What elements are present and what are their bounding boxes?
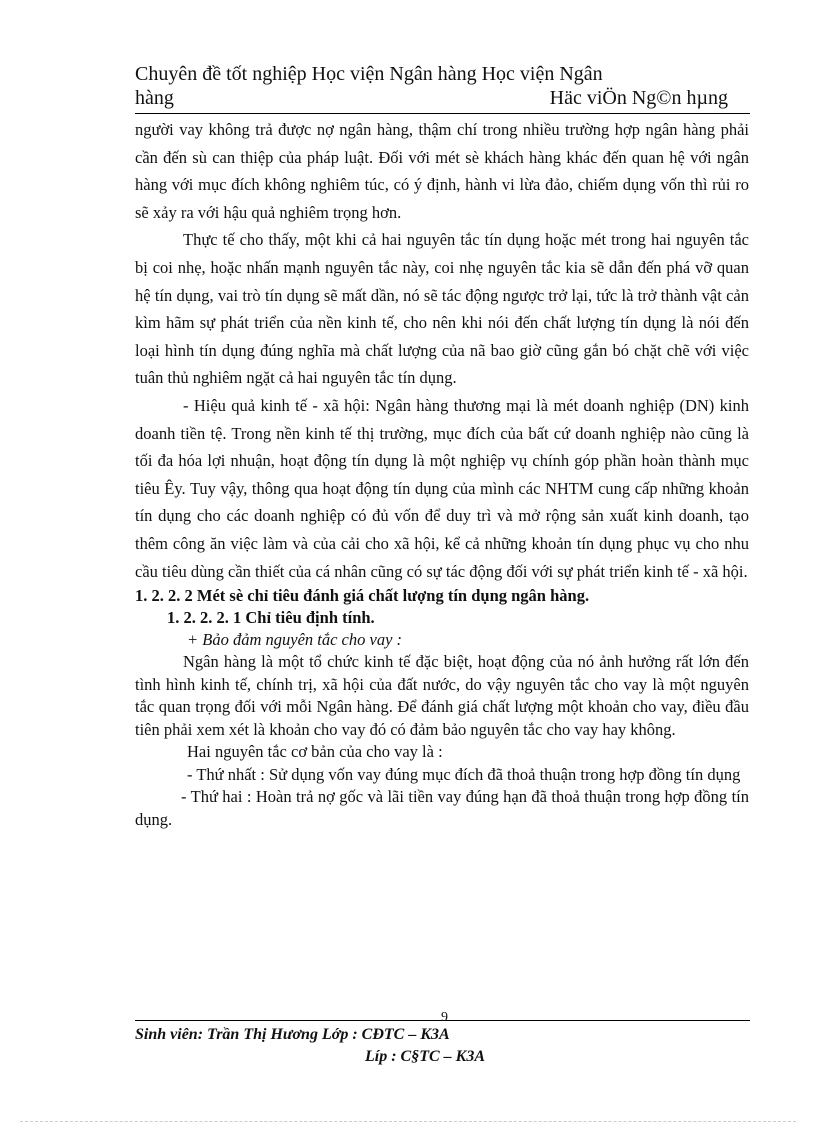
paragraph-1: người vay không trả được nợ ngân hàng, thậm chí trong nhiều trường hợp ngân hàng phải cần đến sù can thiệp của pháp luật. Đối với mét sè khách hàng khác đến quan hệ với ngân hàng với mục đích không nghiêm túc, có ý định, hành vi lừa đảo, chiếm dụng vốn thì rủi ro sẽ xảy ra với hậu quả nghiêm trọng hơn.: [135, 120, 749, 222]
header-line-2-right: Häc viÖn Ng©n hµng: [549, 87, 728, 109]
page-bottom-border: [20, 1121, 796, 1122]
footer-line-1: Sinh viên: Trần Thị Hương Lớp : CĐTC – K3A: [135, 1026, 450, 1043]
page-header: [135, 62, 750, 110]
section-heading: 1. 2. 2. 2 Mét sè chỉ tiêu đánh giá chất lượng tín dụng ngân hàng.: [135, 586, 590, 606]
page-number: 9: [441, 1010, 448, 1025]
paragraph-5: Hai nguyên tắc cơ bản của cho vay là :: [187, 742, 443, 762]
header-line-2-left: hàng: [135, 87, 174, 109]
document-body: [135, 116, 749, 831]
paragraph-6: - Thứ nhất : Sử dụng vốn vay đúng mục đích đã thoả thuận trong hợp đồng tín dụng: [187, 764, 741, 784]
header-divider: [135, 113, 750, 114]
paragraph-4: Ngân hàng là một tổ chức kinh tế đặc biệt, hoạt động của nó ảnh hưởng rất lớn đến tình hình kinh tế, chính trị, xã hội của đất nước, do vậy nguyên tắc cho vay là một nguyên tắc quan trọng đối với mỗi Ngân hàng. Để đánh giá chất lượng một khoản cho vay, điều đầu tiên phải xem xét là khoản cho vay đó có đảm bảo nguyên tắc cho vay hay không.: [135, 652, 749, 739]
paragraph-7: - Thứ hai : Hoàn trả nợ gốc và lãi tiền vay đúng hạn đã thoả thuận trong hợp đồng tín dụng.: [135, 787, 749, 829]
paragraph-2: Thực tế cho thấy, một khi cả hai nguyên tắc tín dụng hoặc mét trong hai nguyên tắc bị coi nhẹ, hoặc nhấn mạnh nguyên tắc này, coi nhẹ nguyên tắc kia sẽ dẫn đến phá vỡ quan hệ tín dụng, vai trò tín dụng sẽ mất dần, nó sẽ tác động ngược trở lại, tức là trở thành vật cản kìm hãm sự phát triển của nền kinh tế, cho nên khi nói đến chất lượng tín dụng là nói đến loại hình tín dụng đúng nghĩa mà chất lượng của nã bao giờ cũng gắn bó chặt chẽ với việc tuân thủ nghiêm ngặt cả hai nguyên tắc tín dụng.: [135, 230, 749, 388]
italic-subheading: + Bảo đảm nguyên tắc cho vay :: [187, 630, 403, 650]
footer-line-2: Líp : C§TC – K3A: [365, 1048, 486, 1065]
header-line-1: Chuyên đề tốt nghiệp Học viện Ngân hàng Học viện Ngân: [135, 63, 603, 85]
header-line-2: [135, 86, 750, 110]
page-footer: [135, 1024, 750, 1068]
subsection-heading: 1. 2. 2. 2. 1 Chỉ tiêu định tính.: [167, 608, 375, 628]
paragraph-3: - Hiệu quả kinh tế - xã hội: Ngân hàng thương mại là mét doanh nghiệp (DN) kinh doanh tiền tệ. Trong nền kinh tế thị trường, mục đích của bất cứ doanh nghiệp nào cũng là tối đa hóa lợi nhuận, hoạt động tín dụng là một nghiệp vụ chính góp phần hoàn thành mục tiêu Êy. Tuy vậy, thông qua hoạt động tín dụng của mình các NHTM cung cấp những khoản tín dụng cho các doanh nghiệp có đủ vốn để duy trì và mở rộng sản xuất kinh doanh, tạo thêm công ăn việc làm và của cải cho xã hội, kể cả những khoản tín dụng phục vụ cho nhu cầu tiêu dùng cần thiết của cá nhân cũng có sự tác động đối với sự phát triển kinh tế - xã hội.: [135, 395, 749, 581]
